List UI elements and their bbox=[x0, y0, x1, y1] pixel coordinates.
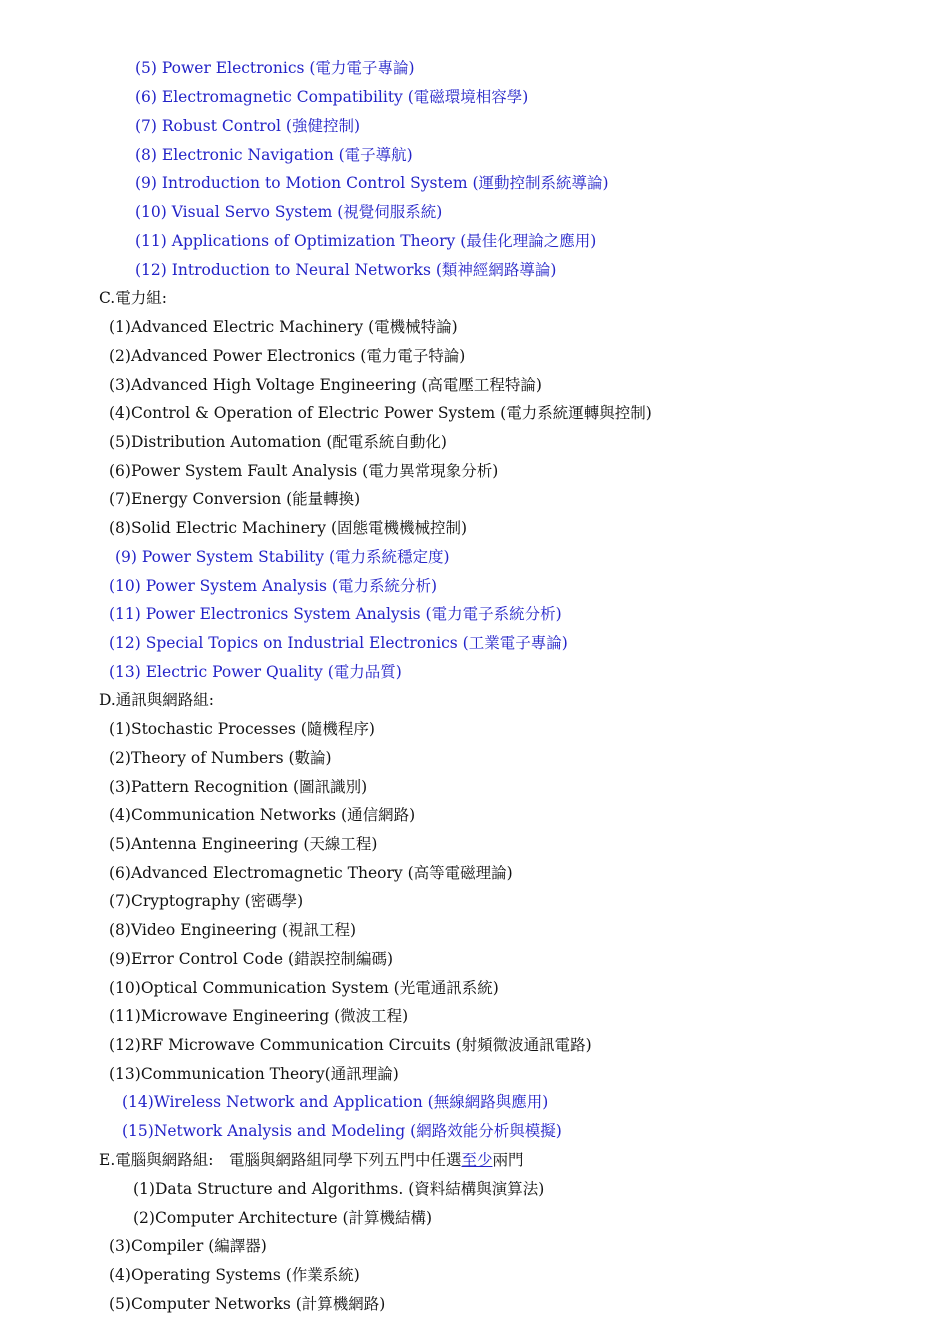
list-item: (3)Advanced High Voltage Engineering (高電壓工程特論) bbox=[109, 376, 542, 394]
list-item[interactable]: (7) Robust Control (強健控制) bbox=[135, 117, 361, 135]
list-item: (1)Advanced Electric Machinery (電機械特論) bbox=[109, 318, 458, 336]
list-item[interactable]: (15)Network Analysis and Modeling (網路效能分析與模擬) bbox=[122, 1122, 562, 1140]
list-item[interactable]: (14)Wireless Network and Application (無線網路與應用) bbox=[122, 1093, 549, 1111]
list-item: (4)Operating Systems (作業系統) bbox=[109, 1266, 360, 1284]
list-item[interactable]: (13) Electric Power Quality (電力品質) bbox=[109, 663, 402, 681]
list-item: (9)Error Control Code (錯誤控制編碼) bbox=[109, 950, 394, 968]
list-item: (3)Compiler (編譯器) bbox=[109, 1237, 267, 1255]
list-item: (2)Computer Architecture (計算機結構) bbox=[133, 1209, 433, 1227]
list-item: (7)Energy Conversion (能量轉換) bbox=[109, 490, 361, 508]
list-item: (5)Computer Networks (計算機網路) bbox=[109, 1295, 386, 1313]
list-item: (8)Video Engineering (視訊工程) bbox=[109, 921, 356, 939]
list-item: (8)Solid Electric Machinery (固態電機機械控制) bbox=[109, 519, 468, 537]
list-item: (7)Cryptography (密碼學) bbox=[109, 892, 304, 910]
section-e-heading-prefix: E.電腦與網路組: 電腦與網路組同學下列五門中任選 bbox=[99, 1151, 462, 1169]
section-d-heading: D.通訊與網路組: bbox=[99, 691, 215, 709]
list-item[interactable]: (11) Power Electronics System Analysis (電力電子系統分析) bbox=[109, 605, 562, 623]
list-item: (5)Antenna Engineering (天線工程) bbox=[109, 835, 378, 853]
list-item: (11)Microwave Engineering (微波工程) bbox=[109, 1007, 409, 1025]
list-item[interactable]: (5) Power Electronics (電力電子專論) bbox=[135, 59, 415, 77]
at-least-link[interactable]: 至少 bbox=[461, 1151, 493, 1169]
list-item: (4)Control & Operation of Electric Power System (電力系統運轉與控制) bbox=[109, 404, 652, 422]
list-item[interactable]: (9) Introduction to Motion Control System (運動控制系統導論) bbox=[135, 174, 609, 192]
list-item[interactable]: (10) Visual Servo System (視覺伺服系統) bbox=[135, 203, 443, 221]
list-item: (1)Data Structure and Algorithms. (資料結構與演算法) bbox=[133, 1180, 545, 1198]
list-item: (2)Theory of Numbers (數論) bbox=[109, 749, 332, 767]
list-item[interactable]: (8) Electronic Navigation (電子導航) bbox=[135, 146, 413, 164]
list-item: (1)Stochastic Processes (隨機程序) bbox=[109, 720, 375, 738]
list-item: (10)Optical Communication System (光電通訊系統) bbox=[109, 979, 499, 997]
list-item: (6)Power System Fault Analysis (電力異常現象分析) bbox=[109, 462, 499, 480]
list-item[interactable]: (10) Power System Analysis (電力系統分析) bbox=[109, 577, 438, 595]
list-item: (3)Pattern Recognition (圖訊識別) bbox=[109, 778, 368, 796]
list-item: (2)Advanced Power Electronics (電力電子特論) bbox=[109, 347, 466, 365]
list-item: (6)Advanced Electromagnetic Theory (高等電磁理論) bbox=[109, 864, 513, 882]
section-e-heading bbox=[99, 1150, 524, 1170]
section-c-heading: C.電力組: bbox=[99, 289, 167, 307]
list-item[interactable]: (11) Applications of Optimization Theory (最佳化理論之應用) bbox=[135, 232, 597, 250]
list-item: (12)RF Microwave Communication Circuits (射頻微波通訊電路) bbox=[109, 1036, 592, 1054]
list-item: (5)Distribution Automation (配電系統自動化) bbox=[109, 433, 447, 451]
list-item[interactable]: (12) Introduction to Neural Networks (類神經網路導論) bbox=[135, 261, 557, 279]
section-e-heading-suffix: 兩門 bbox=[492, 1151, 524, 1169]
list-item: (13)Communication Theory(通訊理論) bbox=[109, 1065, 399, 1083]
list-item: (4)Communication Networks (通信網路) bbox=[109, 806, 416, 824]
list-item[interactable]: (6) Electromagnetic Compatibility (電磁環境相容學) bbox=[135, 88, 529, 106]
list-item[interactable]: (12) Special Topics on Industrial Electronics (工業電子專論) bbox=[109, 634, 568, 652]
list-item[interactable]: (9) Power System Stability (電力系統穩定度) bbox=[115, 548, 450, 566]
